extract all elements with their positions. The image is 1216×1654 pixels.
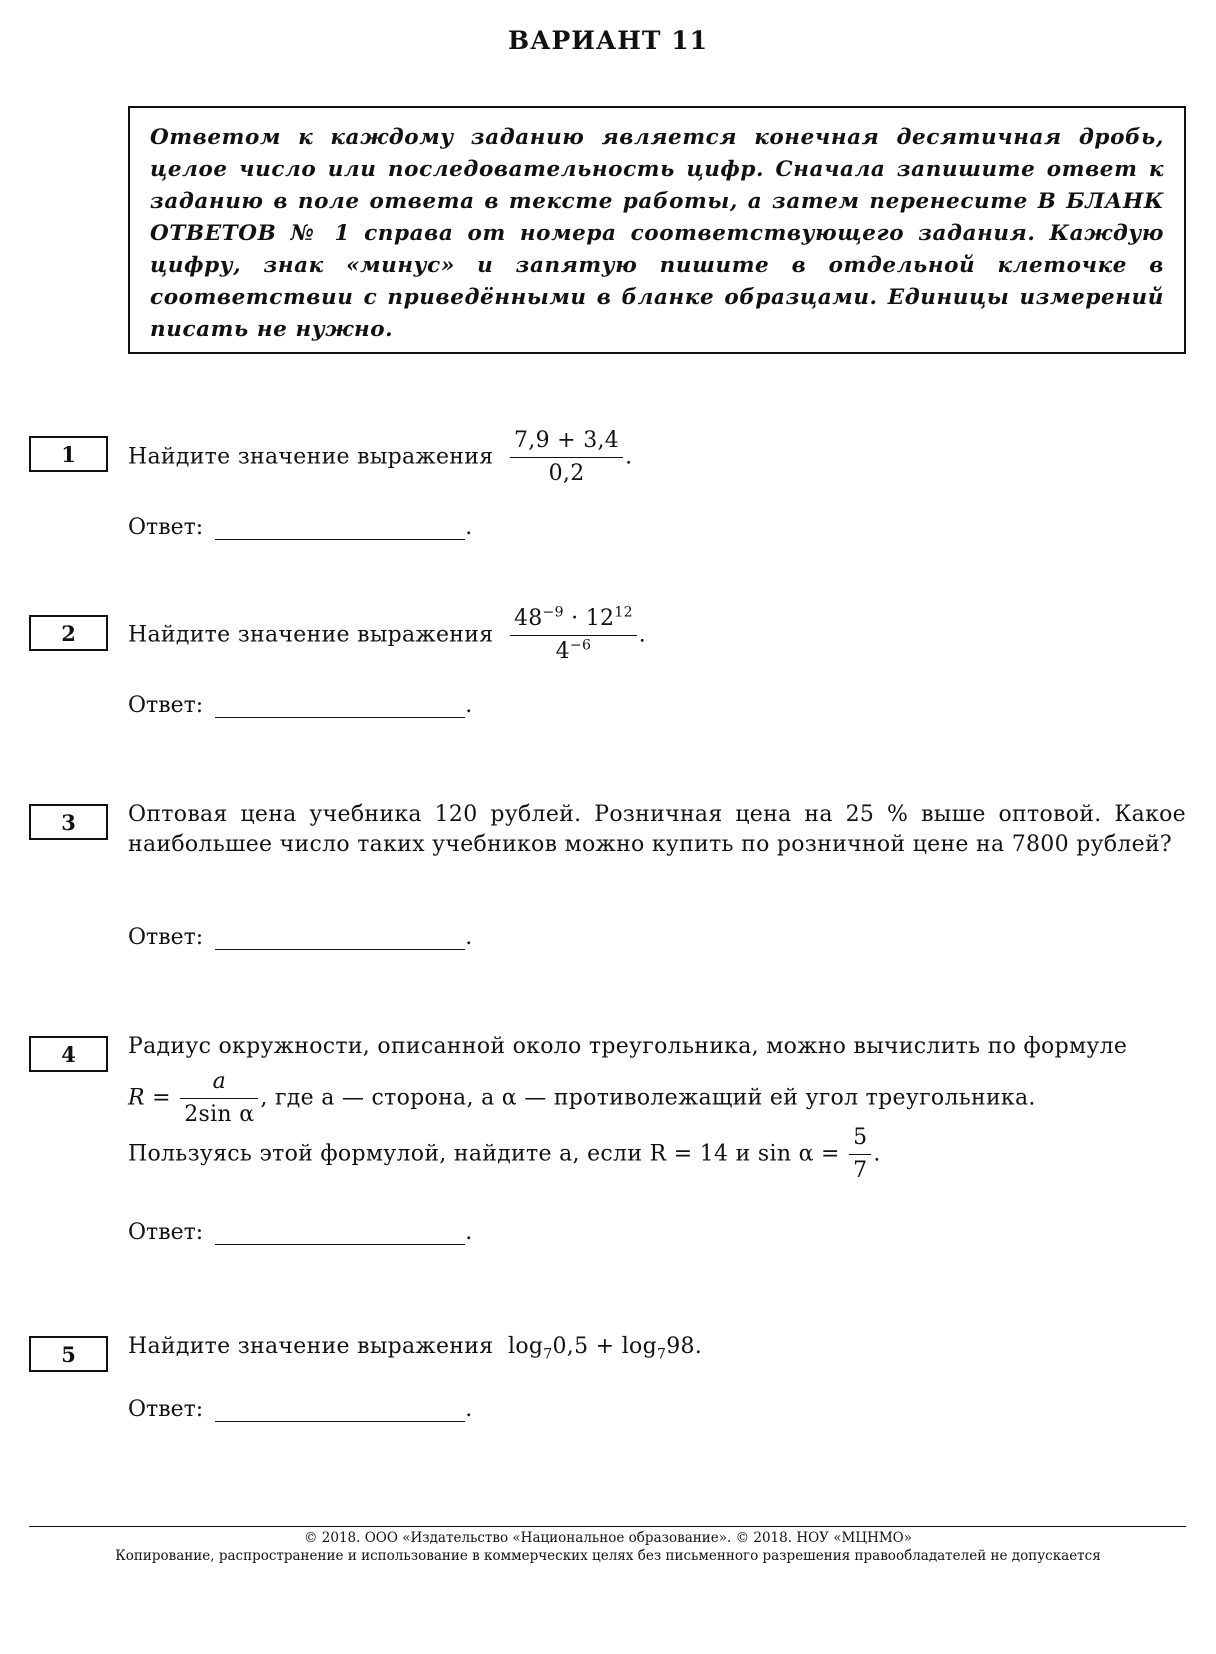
task-5-answer: Ответ: . (128, 1397, 473, 1422)
task-1-denominator: 0,2 (548, 461, 585, 486)
answer-label: Ответ: (128, 925, 204, 950)
task-1-numerator: 7,9 + 3,4 (510, 427, 623, 458)
task-4-sin-fraction (849, 1124, 871, 1185)
task-1-text: Найдите значение выражения (128, 444, 494, 470)
task-5-answer-line[interactable] (215, 1399, 465, 1422)
instructions-part2: В БЛАНК ОТВЕТОВ № 1 (150, 189, 1164, 246)
task-4-formula-num: a (180, 1068, 258, 1099)
task-4-line3 (128, 1124, 881, 1185)
task-3-number: 3 (29, 804, 108, 840)
page-title: ВАРИАНТ 11 (508, 26, 708, 55)
task-4-line2-text: , где a — сторона, а α — противолежащий ей угол треугольника. (260, 1085, 1036, 1111)
task-4-answer: Ответ: . (128, 1220, 473, 1245)
footer-notice: Копирование, распространение и использование в коммерческих целях без письменного разрешения правообладателей не допускается (115, 1548, 1101, 1564)
task-2-exp2: 12 (614, 604, 633, 621)
answer-label: Ответ: (128, 1220, 204, 1245)
task-2-number: 2 (29, 615, 108, 651)
task-2-fraction (510, 605, 637, 666)
task-5-log2: log (621, 1334, 657, 1359)
task-1-answer: Ответ: . (128, 515, 473, 540)
task-4-R: R (128, 1085, 145, 1111)
task-2-den-exp: −6 (569, 637, 592, 654)
task-2-denominator (510, 636, 637, 666)
task-4-answer-line[interactable] (215, 1222, 465, 1245)
task-2-den-base: 4 (555, 639, 570, 664)
task-1-number: 1 (29, 436, 108, 472)
instructions-part1: Ответом к каждому заданию является конечная десятичная дробь, целое число или последовательность цифр. Сначала запишите ответ к заданию в поле ответа в тексте работы, а затем перенесите (150, 125, 1164, 214)
task-4-line3-text: Пользуясь этой формулой, найдите a, если R = 14 и sin α = (128, 1141, 848, 1167)
footer-divider (29, 1526, 1186, 1527)
task-5-question (128, 1332, 702, 1362)
answer-label: Ответ: (128, 1397, 204, 1422)
task-2-base2: 12 (585, 606, 615, 631)
task-2-question (128, 605, 646, 666)
answer-label: Ответ: (128, 515, 204, 540)
task-2-base1: 48 (514, 606, 543, 631)
task-2-end: . (638, 622, 647, 648)
task-3-text: Оптовая цена учебника 120 рублей. Розничная цена на 25 % выше оптовой. Какое наибольшее число таких учебников можно купить по розничной цене на 7800 рублей? (128, 802, 1186, 857)
task-4-line1: Радиус окружности, описанной около треугольника, можно вычислить по формуле (128, 1034, 1128, 1059)
task-5-log1: log (508, 1334, 544, 1359)
task-2-text: Найдите значение выражения (128, 622, 494, 648)
task-4-formula-den: 2sin α (184, 1102, 255, 1127)
task-5-base1: 7 (543, 1346, 553, 1363)
task-4-sin-den: 7 (853, 1158, 868, 1183)
task-4-eq: = (144, 1085, 179, 1111)
task-1-question (128, 427, 632, 488)
task-5-end: . (694, 1334, 703, 1359)
task-2-answer-line[interactable] (215, 695, 465, 718)
task-5-arg2: 98 (666, 1334, 695, 1359)
footer-copyright: © 2018. ООО «Издательство «Национальное образование». © 2018. НОУ «МЦНМО» (304, 1530, 912, 1546)
task-3-answer-line[interactable] (215, 927, 465, 950)
instructions-box (128, 106, 1186, 354)
task-2-exp1: −9 (542, 604, 564, 621)
task-2-answer: Ответ: . (128, 693, 473, 718)
task-4-number: 4 (29, 1036, 108, 1072)
task-4-end: . (873, 1141, 881, 1167)
task-4-sin-num: 5 (849, 1124, 871, 1155)
task-4-formula-fraction (180, 1068, 258, 1129)
task-4-line2 (128, 1068, 1186, 1129)
task-1-answer-line[interactable] (215, 517, 465, 540)
task-5-text: Найдите значение выражения (128, 1334, 494, 1359)
instructions-part3: справа от номера соответствующего задания. Каждую цифру, знак «минус» и запятую пишите в отдельной клеточке в соответствии с приведёнными в бланке образцами. Единицы измерений писать не нужно. (150, 221, 1164, 342)
task-1-end: . (625, 444, 633, 470)
task-2-numerator (510, 605, 637, 636)
task-5-arg1: 0,5 + (552, 1334, 622, 1359)
task-2-dot: · (563, 606, 586, 631)
task-3-answer: Ответ: . (128, 925, 473, 950)
answer-label: Ответ: (128, 693, 204, 718)
task-5-number: 5 (29, 1336, 108, 1372)
task-5-base2: 7 (656, 1346, 667, 1363)
instructions-text (150, 122, 1164, 346)
task-1-fraction (510, 427, 623, 488)
